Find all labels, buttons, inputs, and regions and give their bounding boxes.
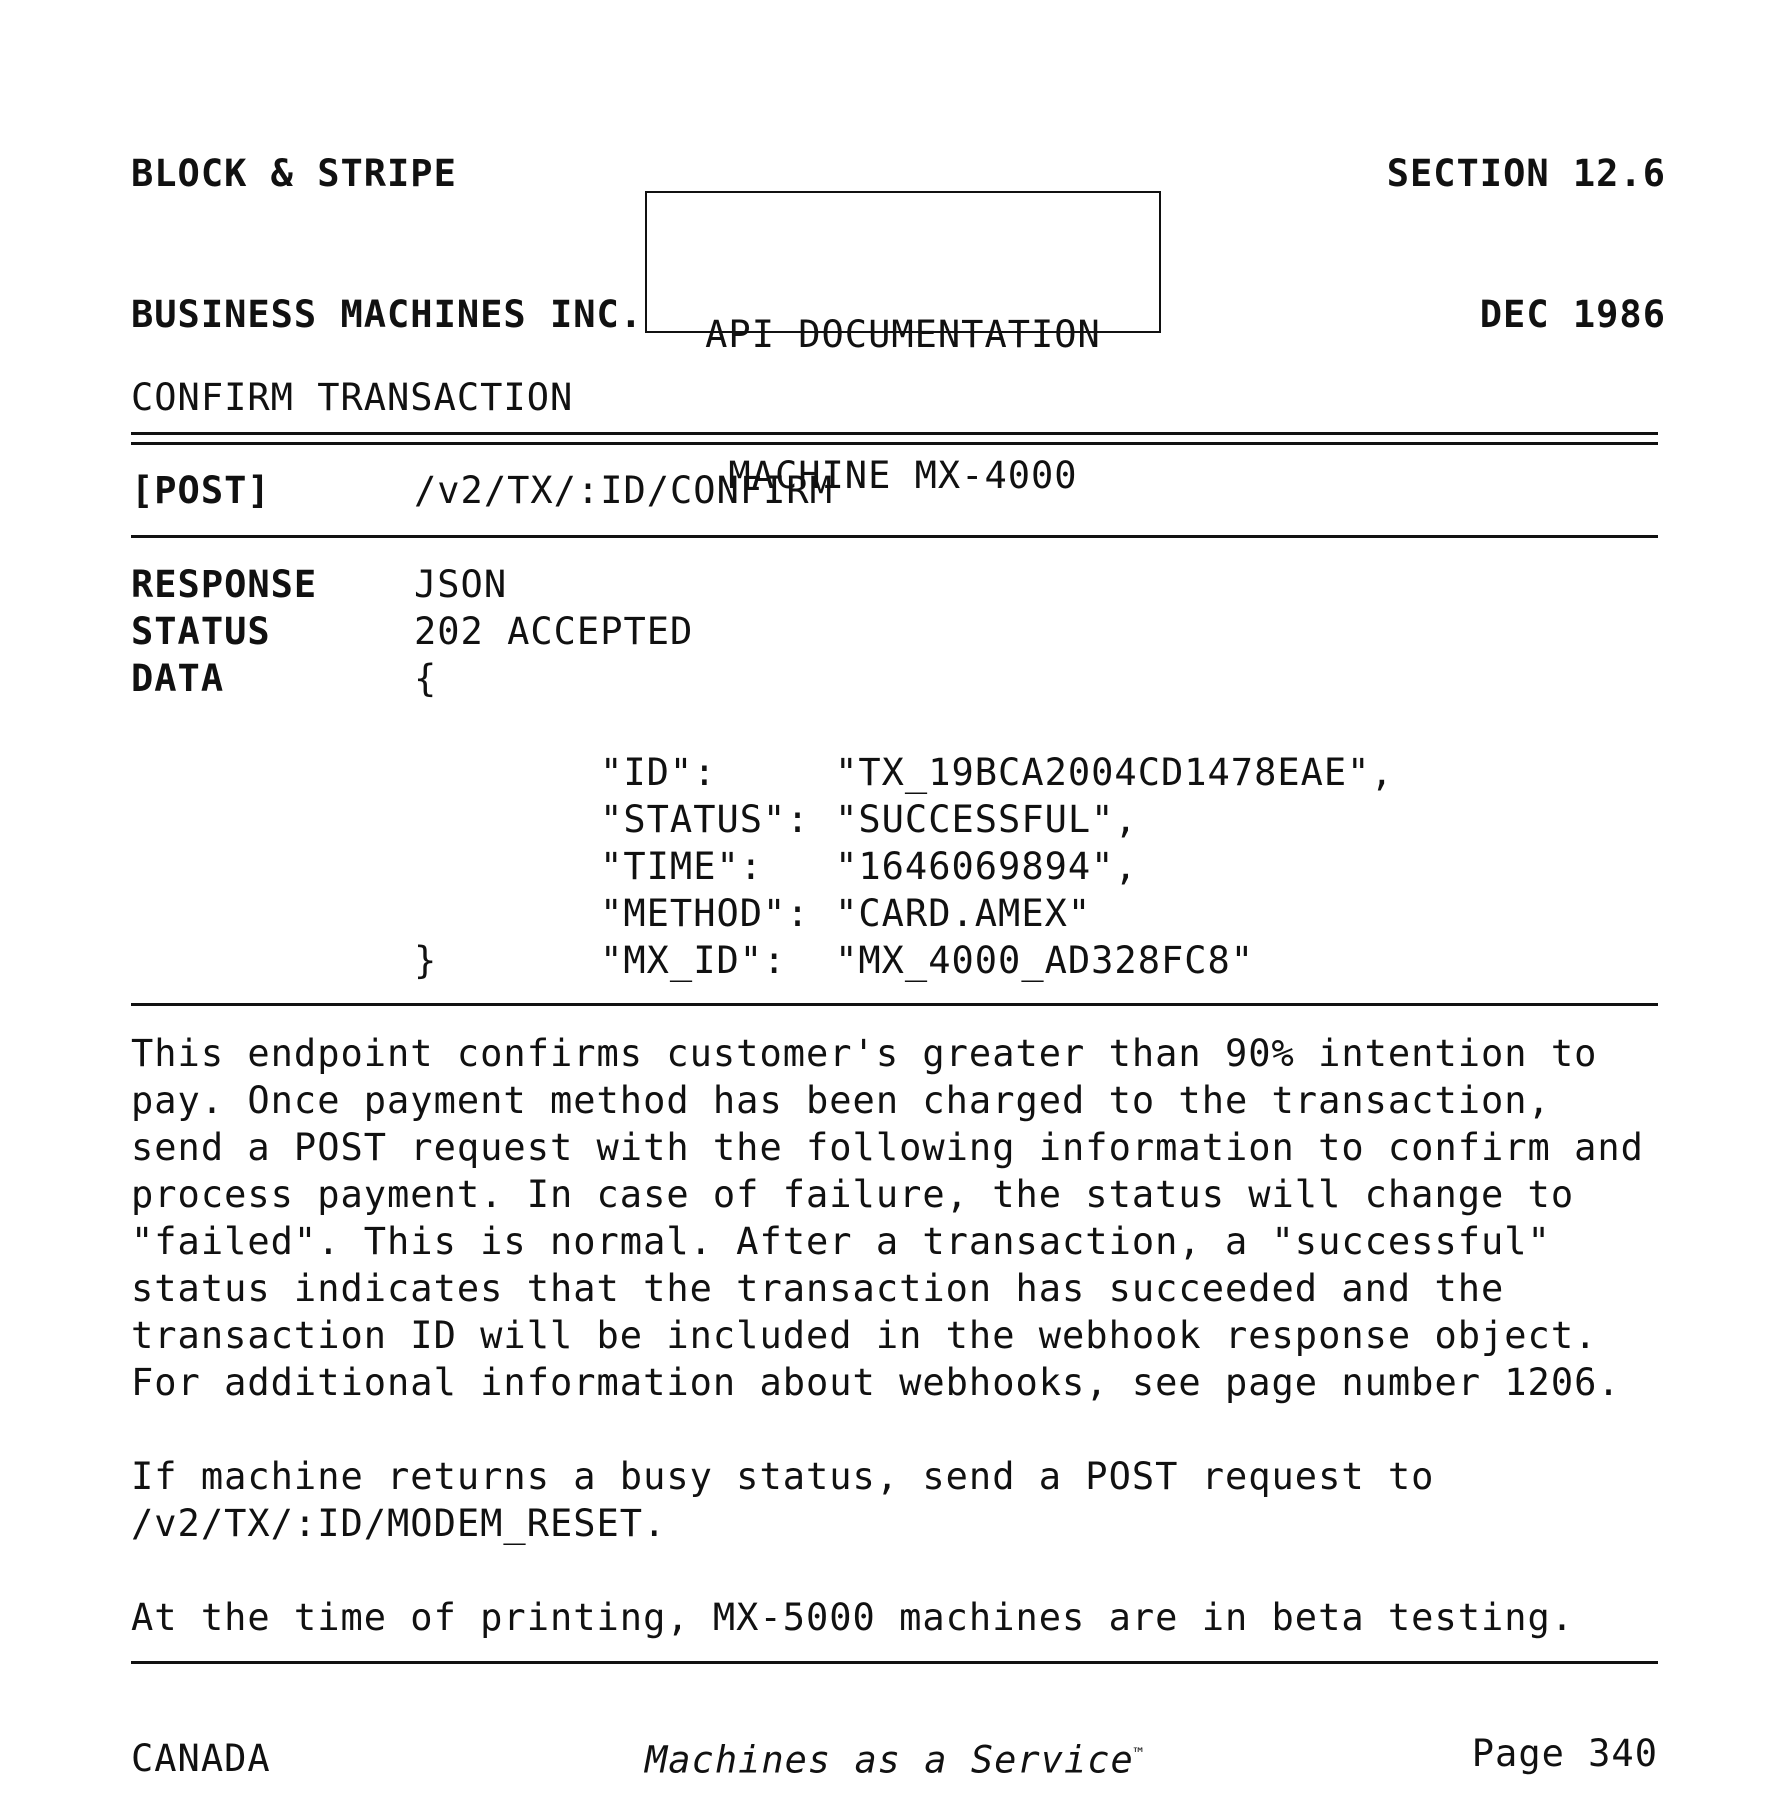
footer-country: CANADA xyxy=(131,1737,271,1780)
json-close-brace: } xyxy=(414,939,438,982)
footer-tagline-text: Machines as a Service xyxy=(645,1738,1134,1782)
section-info xyxy=(1387,56,1666,432)
company-name-line2: BUSINESS MACHINES INC. xyxy=(131,293,644,336)
status-value: 202 ACCEPTED xyxy=(414,610,694,653)
double-divider xyxy=(131,432,1658,445)
section-title: CONFIRM TRANSACTION xyxy=(131,376,574,419)
response-value: JSON xyxy=(414,563,508,606)
publication-date: DEC 1986 xyxy=(1479,293,1666,336)
document-title-line2: MACHINE MX-4000 xyxy=(728,454,1078,497)
section-number: SECTION 12.6 xyxy=(1386,152,1666,195)
json-field-value: "MX_4000_AD328FC8" xyxy=(835,939,1255,982)
document-title-line1: API DOCUMENTATION xyxy=(705,313,1101,356)
json-field-key: "METHOD": xyxy=(600,892,810,935)
page-number: Page 340 xyxy=(1471,1732,1658,1775)
divider xyxy=(131,1661,1658,1664)
footer-tagline xyxy=(645,1730,1144,1783)
http-method: [POST] xyxy=(131,469,271,512)
divider xyxy=(131,535,1658,538)
company-name-line1: BLOCK & STRIPE xyxy=(131,152,457,195)
json-field-key: "MX_ID": xyxy=(600,939,787,982)
json-field-value: "CARD.AMEX" xyxy=(835,892,1092,935)
json-field-key: "ID": xyxy=(600,751,717,794)
trademark-symbol: ™ xyxy=(1133,1744,1145,1763)
json-open-brace: { xyxy=(414,657,438,700)
document-title-box xyxy=(645,191,1161,497)
status-label: STATUS xyxy=(131,610,271,653)
data-label: DATA xyxy=(131,657,225,700)
description-paragraph: At the time of printing, MX-5000 machines are in beta testing. xyxy=(131,1596,1575,1639)
json-field xyxy=(507,890,1254,1031)
description-paragraph: This endpoint confirms customer's greater than 90% intention to pay. Once payment method has been charged to the transaction, send a POST request with the following information to confirm and process payment. In case of failure, the status will change to "failed". This is normal. After a transaction, a "successful" status indicates that the transaction has succeeded and the transaction ID will be included in the webhook response object. For additional information about webhooks, see page number 1206. xyxy=(131,1032,1644,1404)
description-paragraph: If machine returns a busy status, send a POST request to /v2/TX/:ID/MODEM_RESET. xyxy=(131,1455,1435,1545)
json-field-key: "TIME": xyxy=(600,845,764,888)
json-field-value: "1646069894", xyxy=(835,845,1138,888)
response-label: RESPONSE xyxy=(131,563,318,606)
json-field-key: "STATUS": xyxy=(600,798,810,841)
json-field-value: "SUCCESSFUL", xyxy=(835,798,1138,841)
divider xyxy=(131,1003,1658,1006)
json-field-value: "TX_19BCA2004CD1478EAE", xyxy=(835,751,1394,794)
endpoint-path: /v2/TX/:ID/CONFIRM xyxy=(414,469,833,512)
